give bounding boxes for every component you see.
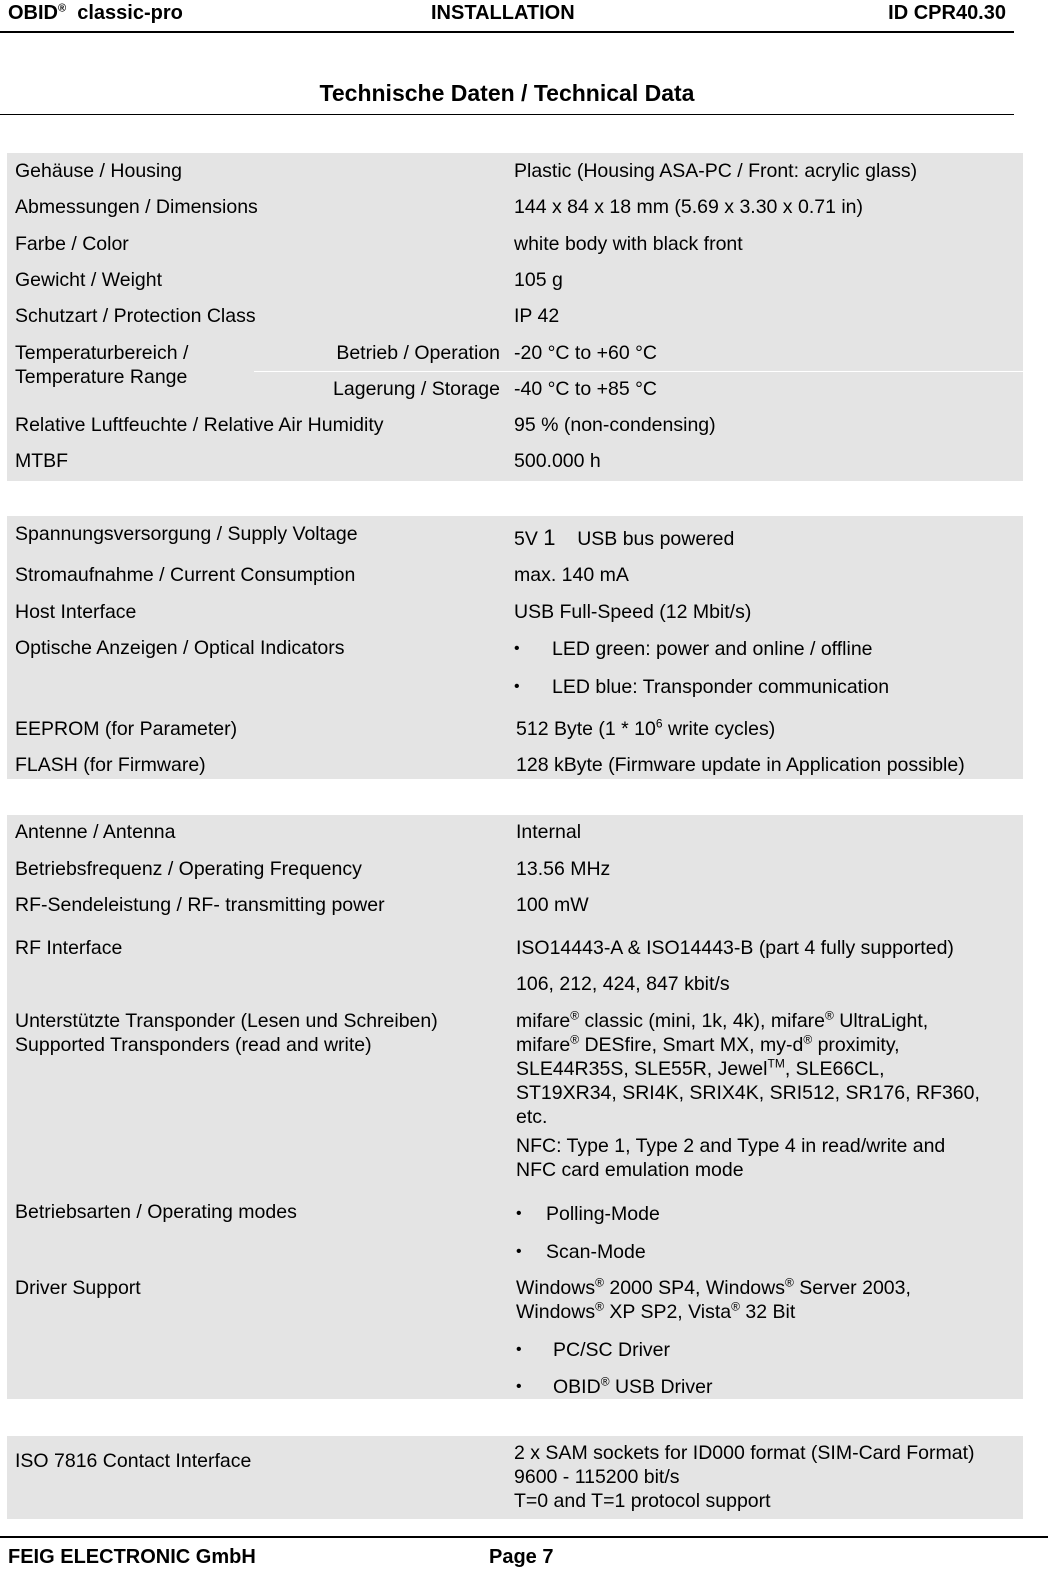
reg-mark: ® (803, 1032, 813, 1047)
supply-value-voltage: 5V (514, 528, 538, 550)
supply-value-symbol: 1 (543, 525, 556, 550)
driver-item-brand: OBID (553, 1376, 601, 1398)
header-product-name: OBID (8, 2, 58, 24)
supply-value (514, 526, 734, 551)
temperature-label-1: Temperaturbereich / (15, 342, 189, 364)
modes-label: Betriebsarten / Operating modes (15, 1201, 297, 1223)
driver-os: Windows (516, 1301, 596, 1323)
driver-text: 32 Bit (740, 1301, 796, 1323)
mode-item: Polling-Mode (546, 1203, 660, 1225)
current-label: Stromaufnahme / Current Consumption (15, 564, 356, 586)
contact-value-1: 2 x SAM sockets for ID000 format (SIM-Card Format) (514, 1442, 975, 1464)
temperature-storage-value: -40 °C to +85 °C (514, 378, 657, 400)
reg-mark: ® (570, 1008, 580, 1023)
transponder-label-en: Supported Transponders (read and write) (15, 1034, 372, 1056)
driver-label: Driver Support (15, 1277, 141, 1299)
temperature-operation-value: -20 °C to +60 °C (514, 342, 657, 364)
color-value: white body with black front (514, 233, 743, 255)
page-title: Technische Daten / Technical Data (319, 80, 695, 106)
flash-label: FLASH (for Firmware) (15, 754, 206, 776)
page-footer (0, 1536, 1048, 1568)
footer-page: Page 7 (489, 1546, 554, 1568)
header-section: INSTALLATION (431, 2, 575, 24)
transponder-text: DESfire, Smart MX, my-d (579, 1034, 804, 1056)
transponder-text: proximity, (812, 1034, 900, 1056)
supply-label: Spannungsversorgung / Supply Voltage (15, 523, 358, 545)
transponder-brand: mifare (770, 1010, 826, 1032)
temperature-divider (254, 371, 1023, 372)
rf-interface-value-2: 106, 212, 424, 847 kbit/s (516, 973, 730, 995)
bullet-icon: • (514, 678, 520, 695)
driver-item: PC/SC Driver (553, 1339, 671, 1361)
weight-value: 105 g (514, 269, 563, 291)
reg-mark: ® (825, 1008, 834, 1023)
driver-text: Server 2003, (793, 1277, 911, 1299)
rf-interface-label: RF Interface (15, 937, 123, 959)
driver-line-2 (516, 1300, 795, 1324)
bullet-icon: • (516, 1341, 522, 1358)
antenna-label: Antenne / Antenna (15, 821, 176, 843)
transponder-text: UltraLight, (833, 1010, 929, 1032)
rf-interface-value-1: ISO14443-A & ISO14443-B (part 4 fully supported) (516, 937, 954, 959)
contact-value-3: T=0 and T=1 protocol support (514, 1490, 771, 1512)
transponder-line-5: etc. (516, 1106, 548, 1128)
rf-panel (7, 815, 1023, 1399)
driver-text: XP SP2, Vista (603, 1301, 732, 1323)
eeprom-label: EEPROM (for Parameter) (15, 718, 238, 740)
transponder-brand: mifare (516, 1034, 571, 1056)
host-label: Host Interface (15, 601, 137, 623)
driver-os: Windows (516, 1277, 596, 1299)
tm-mark: TM (767, 1056, 785, 1071)
rf-power-label: RF-Sendeleistung / RF- transmitting power (15, 894, 385, 916)
driver-item-text: USB Driver (609, 1376, 713, 1398)
nfc-line-2: NFC card emulation mode (516, 1159, 744, 1181)
reg-mark: ® (600, 1374, 610, 1389)
bullet-icon: • (516, 1205, 522, 1222)
driver-item (553, 1375, 712, 1399)
weight-label: Gewicht / Weight (15, 269, 163, 291)
temperature-operation-label: Betrieb / Operation (336, 342, 500, 364)
color-label: Farbe / Color (15, 233, 129, 255)
mtbf-label: MTBF (15, 450, 69, 472)
transponder-brand: mifare (516, 1010, 571, 1032)
housing-panel (7, 153, 1023, 481)
rf-power-value: 100 mW (516, 894, 589, 916)
page-header (0, 0, 1014, 33)
transponder-line-1 (516, 1009, 928, 1033)
housing-label: Gehäuse / Housing (15, 160, 182, 182)
temperature-storage-label: Lagerung / Storage (333, 378, 500, 400)
optical-label: Optische Anzeigen / Optical Indicators (15, 637, 345, 659)
bullet-icon: • (516, 1243, 522, 1260)
housing-value: Plastic (Housing ASA-PC / Front: acrylic glass) (514, 160, 918, 182)
flash-value: 128 kByte (Firmware update in Application possible) (516, 754, 965, 776)
eeprom-value-a: 512 Byte (1 * 10 (516, 718, 656, 740)
humidity-label: Relative Luftfeuchte / Relative Air Humidity (15, 414, 384, 436)
mtbf-value: 500.000 h (514, 450, 601, 472)
contact-label: ISO 7816 Contact Interface (15, 1450, 252, 1472)
transponder-text: classic (mini, 1k, 4k), (579, 1010, 771, 1032)
nfc-line-1: NFC: Type 1, Type 2 and Type 4 in read/write and (516, 1135, 946, 1157)
host-value: USB Full-Speed (12 Mbit/s) (514, 601, 752, 623)
optical-item: LED green: power and online / offline (552, 638, 873, 660)
header-product-model: classic-pro (77, 2, 183, 24)
bullet-icon: • (514, 640, 520, 657)
transponder-line-4: ST19XR34, SRI4K, SRIX4K, SRI512, SR176, RF360, (516, 1082, 980, 1104)
humidity-value: 95 % (non-condensing) (514, 414, 716, 436)
title-divider (0, 114, 1014, 115)
driver-line-1 (516, 1276, 911, 1300)
contact-value-2: 9600 - 115200 bit/s (514, 1466, 680, 1488)
protection-label: Schutzart / Protection Class (15, 305, 256, 327)
antenna-value: Internal (516, 821, 582, 843)
transponder-line-2 (516, 1033, 900, 1057)
dimensions-label: Abmessungen / Dimensions (15, 196, 258, 218)
reg-mark: ® (595, 1275, 604, 1290)
optical-item: LED blue: Transponder communication (552, 676, 890, 698)
reg-mark: ® (731, 1299, 740, 1314)
driver-text: 2000 SP4, (603, 1277, 706, 1299)
frequency-label: Betriebsfrequenz / Operating Frequency (15, 858, 362, 880)
supply-value-text: USB bus powered (577, 528, 735, 550)
driver-os: Windows (705, 1277, 785, 1299)
header-product (8, 2, 183, 25)
reg-mark: ® (784, 1275, 794, 1290)
reg-mark: ® (570, 1032, 580, 1047)
eeprom-value-b: write cycles) (662, 718, 776, 740)
bullet-icon: • (516, 1378, 522, 1395)
contact-panel (7, 1436, 1023, 1519)
mode-item: Scan-Mode (546, 1241, 646, 1263)
header-product-reg: ® (58, 2, 67, 15)
electrical-panel (7, 516, 1023, 779)
current-value: max. 140 mA (514, 564, 629, 586)
transponder-label-de: Unterstützte Transponder (Lesen und Schreiben) (15, 1010, 438, 1032)
frequency-value: 13.56 MHz (516, 858, 611, 880)
eeprom-value (516, 717, 775, 741)
dimensions-value: 144 x 84 x 18 mm (5.69 x 3.30 x 0.71 in) (514, 196, 864, 218)
eeprom-value-exp: 6 (655, 716, 663, 731)
footer-company: FEIG ELECTRONIC GmbH (8, 1546, 256, 1568)
transponder-line-3 (516, 1057, 885, 1081)
reg-mark: ® (595, 1299, 604, 1314)
transponder-text: , SLE66CL, (784, 1058, 885, 1080)
temperature-label-2: Temperature Range (15, 366, 188, 388)
transponder-text: SLE44R35S, SLE55R, Jewel (516, 1058, 768, 1080)
header-doc-id: ID CPR40.30 (888, 2, 1006, 24)
protection-value: IP 42 (514, 305, 560, 327)
